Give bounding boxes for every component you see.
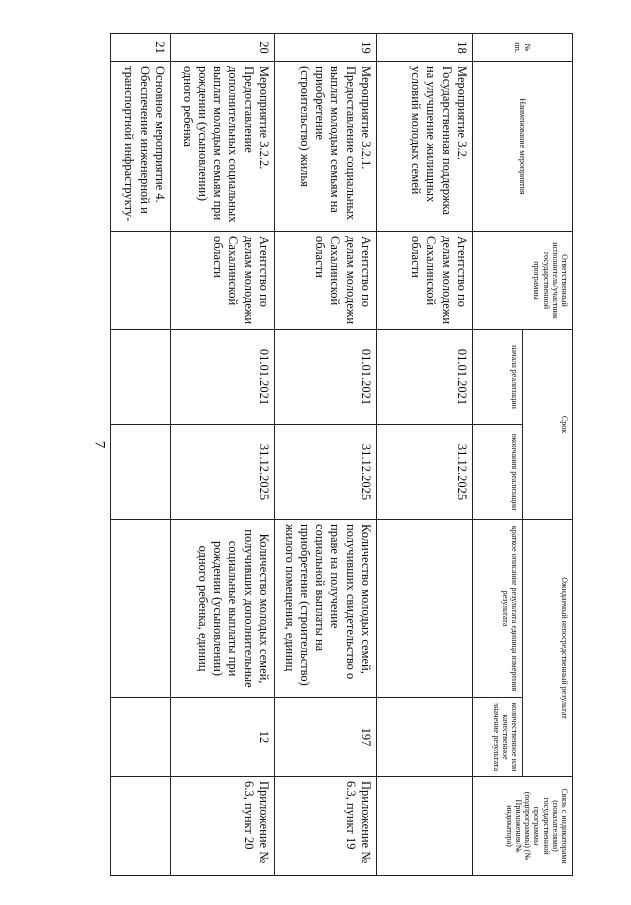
page-number: 7 [91,440,108,449]
row-num: 19 [275,34,377,62]
header-value: количественное или качественное значение результата [473,698,523,777]
row-value [111,698,171,777]
header-term-start: начала реализации [473,330,523,425]
row-value [377,698,473,777]
row-link [377,777,473,876]
row-responsible [111,232,171,330]
row-name: Основное мероприятие 4. Обеспечение инженерной и транспортной инфраструкту- [111,62,171,232]
row-desc [111,520,171,698]
row-end: 31.12.2025 [171,425,275,520]
row-link: Приложение № 6.3, пункт 19 [275,777,377,876]
activities-table [110,33,573,876]
rotated-page [122,33,573,875]
row-start: 01.01.2021 [171,330,275,425]
header-row-1 [523,34,573,876]
header-term-end: окончания реализации [473,425,523,520]
row-responsible: Агентство по делам молодежи Сахалинской области [377,232,473,330]
header-name: Наименование мероприятия [473,62,573,232]
row-responsible: Агентство по делам молодежи Сахалинской области [275,232,377,330]
row-value: 197 [275,698,377,777]
table-row [111,34,171,876]
table-row [377,34,473,876]
header-expected: Ожидаемый непосредственный результат [523,520,573,777]
header-responsible: Ответственный исполнитель/участник государственной программы [473,232,573,330]
row-responsible: Агентство по делам молодежи Сахалинской области [171,232,275,330]
row-num: 18 [377,34,473,62]
row-start: 01.01.2021 [377,330,473,425]
row-end: 31.12.2025 [275,425,377,520]
row-link: Приложение № 6.3, пункт 20 [171,777,275,876]
table-row [275,34,377,876]
row-num: 20 [171,34,275,62]
row-link [111,777,171,876]
row-name: Мероприятие 3.2. Государственная поддержка на улучшение жилищных условий молодых семей [377,62,473,232]
row-desc [377,520,473,698]
header-link: Связь с индикаторами (показателями) государственной программы (подпрограммы) (№ Приложения/№ индикатора) [473,777,573,876]
row-num: 21 [111,34,171,62]
row-start: 01.01.2021 [275,330,377,425]
row-start [111,330,171,425]
row-desc: Количество молодых семей, получивших свидетельство о праве на получение социальной выплаты на приобретение (строительство) жилого помещения, единиц [275,520,377,698]
header-num: № пп. [473,34,573,62]
row-desc: Количество молодых семей, получивших дополнительные социальные выплаты при рождении (усыновлении) одного ребенка, единиц [171,520,275,698]
row-name: Мероприятие 3.2.1. Предоставление социальных выплат молодым семьям на приобретение (строительство) жилья [275,62,377,232]
row-end [111,425,171,520]
header-term: Срок [523,330,573,520]
table-row [171,34,275,876]
row-name: Мероприятие 3.2.2. Предоставление дополнительных социальных выплат молодым семьям при рождении (усыновлении) одного ребенка [171,62,275,232]
row-value: 12 [171,698,275,777]
header-short-desc: краткое описание результата единица измерения результата [473,520,523,698]
row-end: 31.12.2025 [377,425,473,520]
